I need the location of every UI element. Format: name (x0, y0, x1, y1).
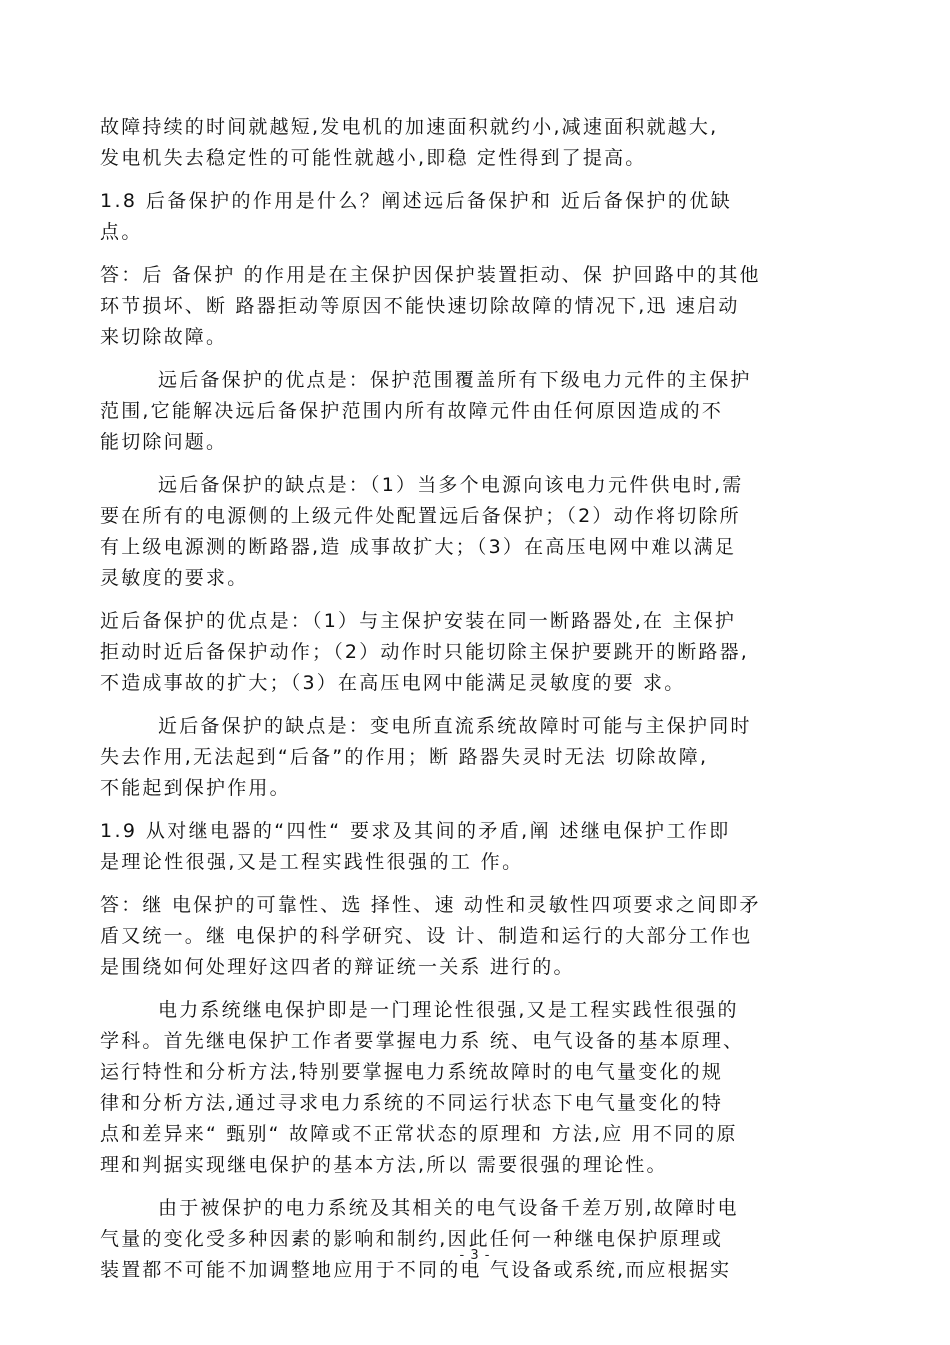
paragraph-local-backup-disadvantages: 近后备保护的缺点是：变电所直流系统故障时可能与主保护同时 失去作用,无法起到“后备”的作用；断 路器失灵时无法 切除故障, 不能起到保护作用。 (100, 715, 752, 799)
paragraph-remote-backup-advantages: 远后备保护的优点是：保护范围覆盖所有下级电力元件的主保护 范围,它能解决远后备保护范围内所有故障元件由任何原因造成的不 能切除问题。 (100, 369, 752, 453)
paragraph-continuation: 故障持续的时间就越短,发电机的加速面积就约小,减速面积就越大, 发电机失去稳定性的可能性就越小,即稳 定性得到了提高。 (100, 116, 719, 169)
answer-1-9: 答：继 电保护的可靠性、选 择性、速 动性和灵敏性四项要求之间即矛 盾又统一。继 电保护的科学研究、设 计、制造和运行的大部分工作也 是围绕如何处理好这四者的辩证统一关系 进行的。 (100, 894, 761, 978)
paragraph-theory-practice: 电力系统继电保护即是一门理论性很强,又是工程实践性很强的 学科。首先继电保护工作者要掌握电力系 统、电气设备的基本原理、 运行特性和分析方法,特别要掌握电力系统故障时的电气量变化的规 律和分析方法,通过寻求电力系统的不同运行状态下电气量变化的特 点和差异来“ 甄别“ 故障或不正常状态的原理和 方法,应 用不同的原 理和判据实现继电保护的基本方法,所以 需要很强的理论性。 (100, 999, 745, 1176)
paragraph-equipment-variety: 由于被保护的电力系统及其相关的电气设备千差万别,故障时电 气量的变化受多种因素的影响和制约,因此任何一种继电保护原理或 装置都不可能不加调整地应用于不同的电 气设备或系统,而应根据实 (100, 1197, 739, 1281)
page-number: - 3 - (459, 1248, 491, 1263)
paragraph-remote-backup-disadvantages: 远后备保护的缺点是：（1）当多个电源向该电力元件供电时,需 要在所有的电源侧的上级元件处配置远后备保护；（2）动作将切除所 有上级电源测的断路器,造 成事故扩大；（3）在高压电网中难以满足 灵敏度的要求。 (100, 474, 744, 589)
question-heading-1-9: 1.9 从对继电器的“四性“ 要求及其间的矛盾,阐 述继电保护工作即 是理论性很强,又是工程实践性很强的工 作。 (100, 820, 731, 873)
question-heading-1-8: 1.8 后备保护的作用是什么？阐述远后备保护和 近后备保护的优缺 点。 (100, 190, 733, 243)
document-body (100, 112, 860, 1298)
answer-1-8: 答：后 备保护 的作用是在主保护因保护装置拒动、保 护回路中的其他 环节损坏、断 路器拒动等原因不能快速切除故障的情况下,迅 速启动 来切除故障。 (100, 264, 761, 348)
paragraph-local-backup-advantages: 近后备保护的优点是：（1）与主保护安装在同一断路器处,在 主保护 拒动时近后备保护动作；（2）动作时只能切除主保护要跳开的断路器, 不造成事故的扩大；（3）在高压电网中能满足灵敏度的要 求。 (100, 610, 750, 694)
